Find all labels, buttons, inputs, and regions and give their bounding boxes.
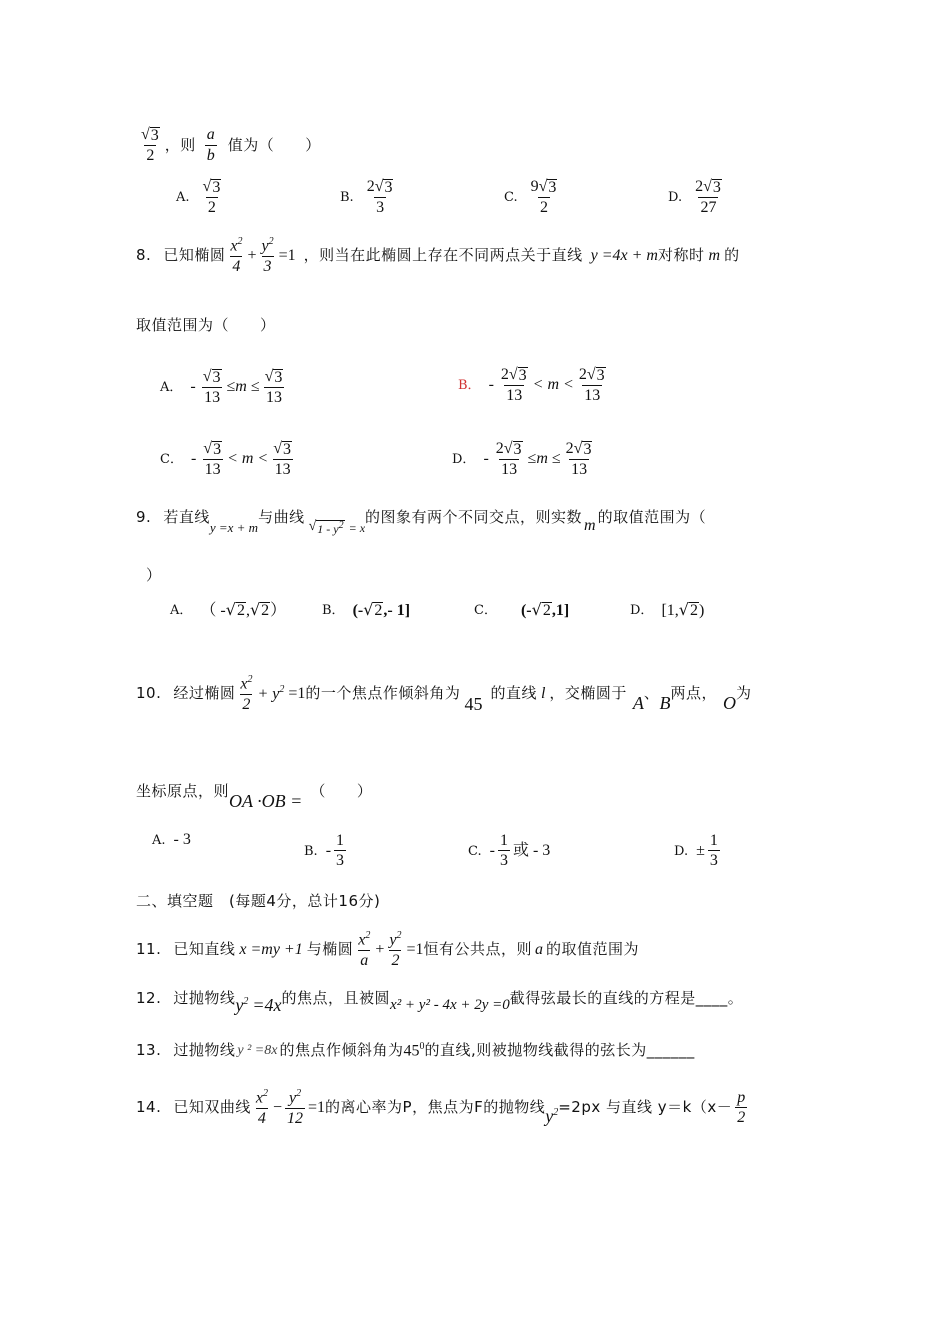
q8-stem-line: 8. 已知椭圆 $\frac{x^2}{4}$ + $\frac{y^2}{3}$ =1 ，则当在此椭圆上存在不同两点关于直线 y =4x + m 对称时 m 的 [136, 236, 740, 275]
q10-stem-line2: 坐标原点，则 OA ·OB = （ ） [136, 781, 373, 811]
q10-option-c[interactable]: C. - $\frac{1}{3}$ 或 - 3 [468, 832, 551, 870]
q12-stem-line: 12. 过抛物线 $y^2$ =4x 的焦点，且被圆 x² + y² - 4x + 2y =0 截得弦最长的直线的方程是____。 [136, 988, 744, 1015]
q13-stem-line: 13. 过抛物线 y ² =8x 的焦点作倾斜角为 $45^0$ 的直线,则被抛物线截得的弦长为______ [136, 1041, 695, 1060]
q7-option-b[interactable]: B. 2 √ 3 3 [340, 178, 393, 216]
q7-stem-line: √ 3 2 ，则 $\frac{a}{b}$ 值为（ ） [141, 126, 321, 164]
q9-option-a[interactable]: A． （ - √ 2 , √ 2 ） [170, 600, 287, 619]
q8-option-b[interactable]: B． - 2 √ 3 13 < m < 2 √ 3 13 [458, 366, 605, 404]
q9-option-d[interactable]: D． [1, √ 2 ) [630, 600, 705, 619]
q8-stem-line2: 取值范围为（ ） [136, 316, 276, 334]
q8-option-d[interactable]: D． - 2 √ 3 13 ≤m ≤ 2 √ 3 13 [452, 440, 592, 478]
section-heading: 二、填空题 (每题4分，总计16分) [136, 892, 381, 910]
q10-option-a[interactable]: A. - 3 [152, 831, 191, 848]
q9-option-b[interactable]: B． (- √ 2 ,- 1] [322, 600, 411, 619]
q7-option-d[interactable]: D. 2 √ 3 27 [668, 178, 721, 216]
q9-stem-line2: ） [146, 566, 162, 584]
q11-stem-line: 11. 已知直线 x =my +1 与椭圆 $\frac{x^2}{a}$ + $\frac{y^2}{2}$ =1 恒有公共点，则 a 的取值范围为 [136, 930, 640, 969]
q10-option-d[interactable]: D. ± $\frac{1}{3}$ [674, 832, 718, 870]
q7-option-a[interactable]: A. √ 3 2 [176, 178, 221, 216]
q7-option-c[interactable]: C. 9 √ 3 2 [504, 178, 557, 216]
q10-option-b[interactable]: B. - $\frac{1}{3}$ [304, 832, 345, 870]
q8-option-a[interactable]: A． - √ 3 13 ≤m ≤ √ 3 13 [160, 368, 283, 406]
q9-option-c[interactable]: C． (- √ 2 ,1] [474, 600, 570, 619]
q10-stem-line: 10. 经过椭圆 $\frac{x^2}{2}$ + $y^2$ =1 的一个焦点作倾斜角为 45 的直线 l ，交椭圆于 A 、 B 两点， O 为 [136, 674, 752, 714]
q9-stem-line: 9. 若直线 y =x + m 与曲线 √ $1 - y^2$ = x 的图象有两个不同交点，则实数 m 的取值范围为（ [136, 508, 707, 536]
q8-option-c[interactable]: C． - √ 3 13 < m < √ 3 13 [160, 440, 291, 478]
q7-a-over-b: $\frac{a}{b}$ [206, 126, 215, 164]
q14-stem-line: 14. 已知双曲线 $\frac{x^2}{4}$ − $\frac{y^2}{12}$ =1 的离心率为P，焦点为F的抛物线 $y^2$ =2px 与直线 y＝k（x－ $\frac{p}{2}$ [136, 1088, 746, 1127]
q7-lead-fraction: √ 3 2 [141, 126, 159, 164]
